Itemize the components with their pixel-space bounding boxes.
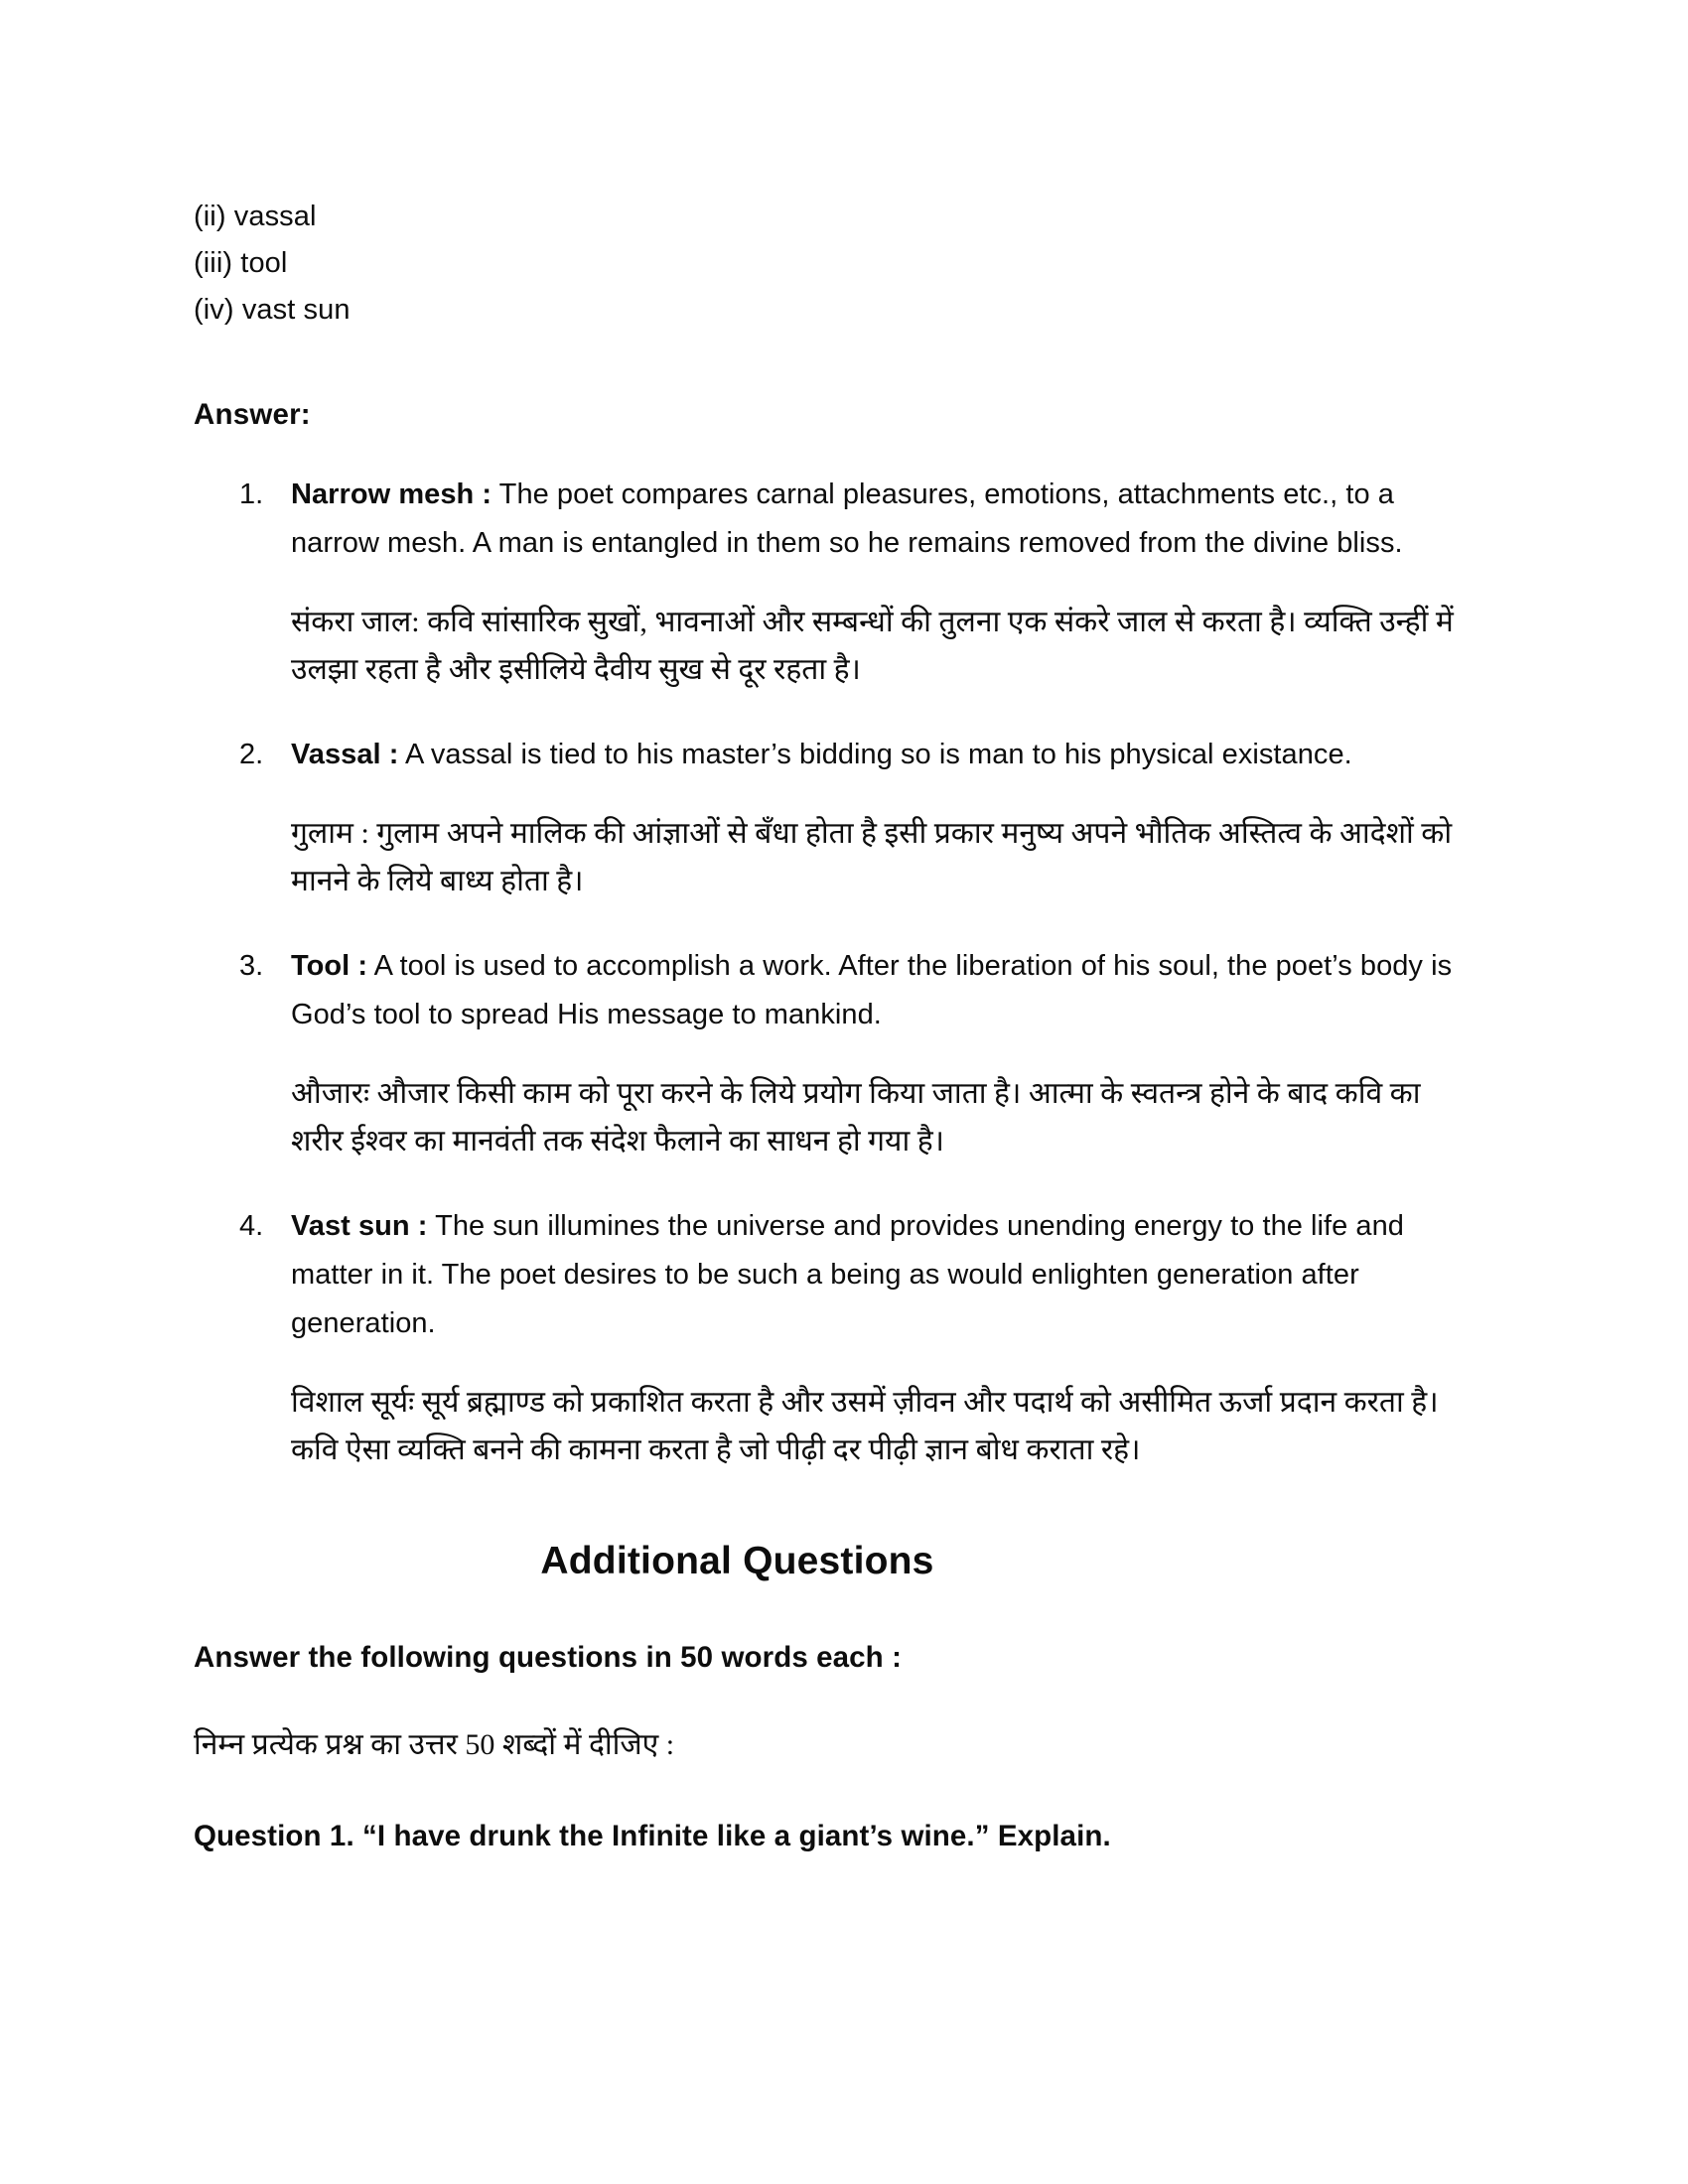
answer-hindi-2: गुलाम : गुलाम अपने मालिक की आंज्ञाओं से बँधा होता है इसी प्रकार मनुष्य अपने भौतिक अस्तित्व के आदेशों को मानने के लिये बाध्य होता है।: [291, 817, 1453, 897]
option-list: [194, 194, 1460, 334]
list-item: (iii) tool: [194, 247, 288, 279]
answer-hindi-1: संकरा जाल: कवि सांसारिक सुखों, भावनाओं और सम्बन्धों की तुलना एक संकरे जाल से करता है। व्यक्ति उन्हीं में उलझा रहता है और इसीलिये दैवीय सुख से दूर रहता है।: [291, 606, 1454, 686]
answer-term-1: Narrow mesh :: [291, 478, 492, 510]
question-1: Question 1. “I have drunk the Infinite like a giant’s wine.” Explain.: [194, 1820, 1111, 1852]
answer-label: Answer:: [194, 398, 311, 431]
answer-body-4: The sun illumines the universe and provides unending energy to the life and matter in it. The poet desires to be such a being as would enlighten generation after generation.: [291, 1210, 1404, 1339]
instruction-english: Answer the following questions in 50 words each :: [194, 1641, 903, 1674]
instruction-hindi: निम्न प्रत्येक प्रश्न का उत्तर 50 शब्दों में दीजिए :: [194, 1728, 675, 1761]
list-item: (ii) vassal: [194, 201, 317, 232]
list-item: [291, 731, 1460, 905]
answer-term-4: Vast sun :: [291, 1210, 428, 1242]
list-item: [291, 471, 1460, 694]
list-item: [291, 1202, 1460, 1474]
answer-body-1: The poet compares carnal pleasures, emotions, attachments etc., to a narrow mesh. A man is entangled in them so he remains removed from the divine bliss.: [291, 478, 1403, 559]
answer-hindi-3: औजारः औजार किसी काम को पूरा करने के लिये प्रयोग किया जाता है। आत्मा के स्वतन्त्र होने के बाद कवि का शरीर ईश्वर का मानवंती तक संदेश फैलाने का साधन हो गया है।: [291, 1077, 1421, 1158]
answer-english-1: [291, 471, 1460, 568]
answer-term-3: Tool :: [291, 950, 368, 982]
list-item: (iv) vast sun: [194, 294, 351, 326]
list-item: [291, 942, 1460, 1165]
answer-english-4: [291, 1202, 1460, 1348]
answer-body-3: A tool is used to accomplish a work. After the liberation of his soul, the poet’s body is God’s tool to spread His message to mankind.: [291, 950, 1453, 1030]
answer-term-2: Vassal :: [291, 739, 399, 770]
answer-english-2: [291, 731, 1460, 779]
answer-body-2: A vassal is tied to his master’s bidding so is man to his physical existance.: [398, 739, 1352, 770]
answer-list: [194, 471, 1460, 1474]
answer-english-3: [291, 942, 1460, 1039]
section-heading: Additional Questions: [540, 1540, 934, 1582]
answer-hindi-4: विशाल सूर्यः सूर्य ब्रह्माण्ड को प्रकाशित करता है और उसमें ज़ीवन और पदार्थ को असीमित ऊर्जा प्रदान करता है। कवि ऐसा व्यक्ति बनने की कामना करता है जो पीढ़ी दर पीढ़ी ज्ञान बोध कराता रहे।: [291, 1386, 1439, 1466]
